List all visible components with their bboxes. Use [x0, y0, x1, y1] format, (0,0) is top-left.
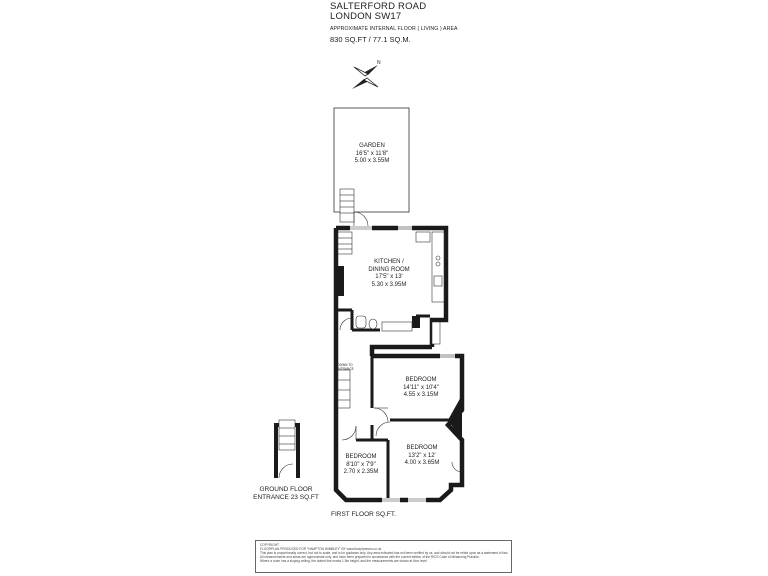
- copyright-line2: This plan is proportionally correct, but not to scale, and is for guidance only. Any area indicated has not been verified by us, and should not be relied upon as a statement of fact.: [260, 551, 509, 555]
- area-caption: APPROXIMATE INTERNAL FLOOR ( LIVING ) AREA: [330, 26, 458, 32]
- stair-label-line2: ENTRANCE: [336, 367, 354, 371]
- room-name: BEDROOM: [406, 445, 438, 451]
- room-imperial: 17'5" x 13': [375, 274, 403, 280]
- stair-label: [336, 363, 354, 371]
- room-bedroom-2: [405, 445, 440, 468]
- copyright-line3: All measurements and areas are approximate only, and have been prepared in accordance with the current edition of the RICS Code of Measuring Practice.: [260, 555, 480, 559]
- first-floor-label: FIRST FLOOR SQ.FT.: [331, 511, 396, 518]
- room-metric: 5.00 x 3.55M: [354, 158, 390, 164]
- room-kitchen-dining: [368, 259, 409, 289]
- room-name: BEDROOM: [345, 454, 377, 460]
- stair-label-line1: DOWN TO: [337, 363, 353, 367]
- address-line-2: LONDON SW17: [330, 11, 402, 22]
- ground-floor-line1: GROUND FLOOR: [259, 486, 313, 493]
- ground-floor-plan: [276, 420, 298, 478]
- room-imperial: 14'11" x 10'4": [403, 384, 439, 391]
- total-area: 830 SQ.FT / 77.1 SQ.M.: [330, 35, 411, 44]
- compass-north-icon: [352, 60, 381, 89]
- room-bedroom-1: [403, 377, 439, 400]
- copyright-line1: FLOORPLAN PRODUCED FOR "HAMPTON WIMBLEY" BY www.floorplanners.co.uk: [260, 547, 382, 551]
- room-metric: 2.70 x 2.35M: [343, 469, 379, 475]
- room-metric: 4.55 x 3.15M: [403, 392, 439, 398]
- room-metric: 5.30 x 3.95M: [371, 281, 407, 288]
- copyright-title: COPYRIGHT: [260, 543, 279, 547]
- room-imperial: 16'5" x 11'8": [355, 150, 389, 157]
- room-bedroom-3: [344, 454, 379, 477]
- room-name: BEDROOM: [405, 377, 437, 383]
- compass-label: N: [377, 60, 381, 66]
- room-name-line2: DINING ROOM: [368, 266, 410, 273]
- room-name: GARDEN: [359, 143, 385, 149]
- kitchen-fittings: [416, 232, 444, 302]
- ground-floor-line2: ENTRANCE 23 SQ.FT: [253, 494, 319, 501]
- room-imperial: 13'2" x 12': [408, 452, 436, 459]
- room-metric: 4.00 x 3.65M: [404, 460, 440, 466]
- copyright-line4: Where a room has a sloping ceiling, the dotted line marks 1.5m height, and the measurements are shown at floor level.: [260, 559, 428, 563]
- copyright-notice: [255, 540, 512, 573]
- room-name-line1: KITCHEN /: [374, 259, 404, 265]
- room-garden: [355, 143, 390, 166]
- ground-floor-label: [253, 486, 319, 502]
- address-line-1: SALTERFORD ROAD: [330, 1, 427, 12]
- room-imperial: 8'10" x 7'9": [346, 461, 376, 468]
